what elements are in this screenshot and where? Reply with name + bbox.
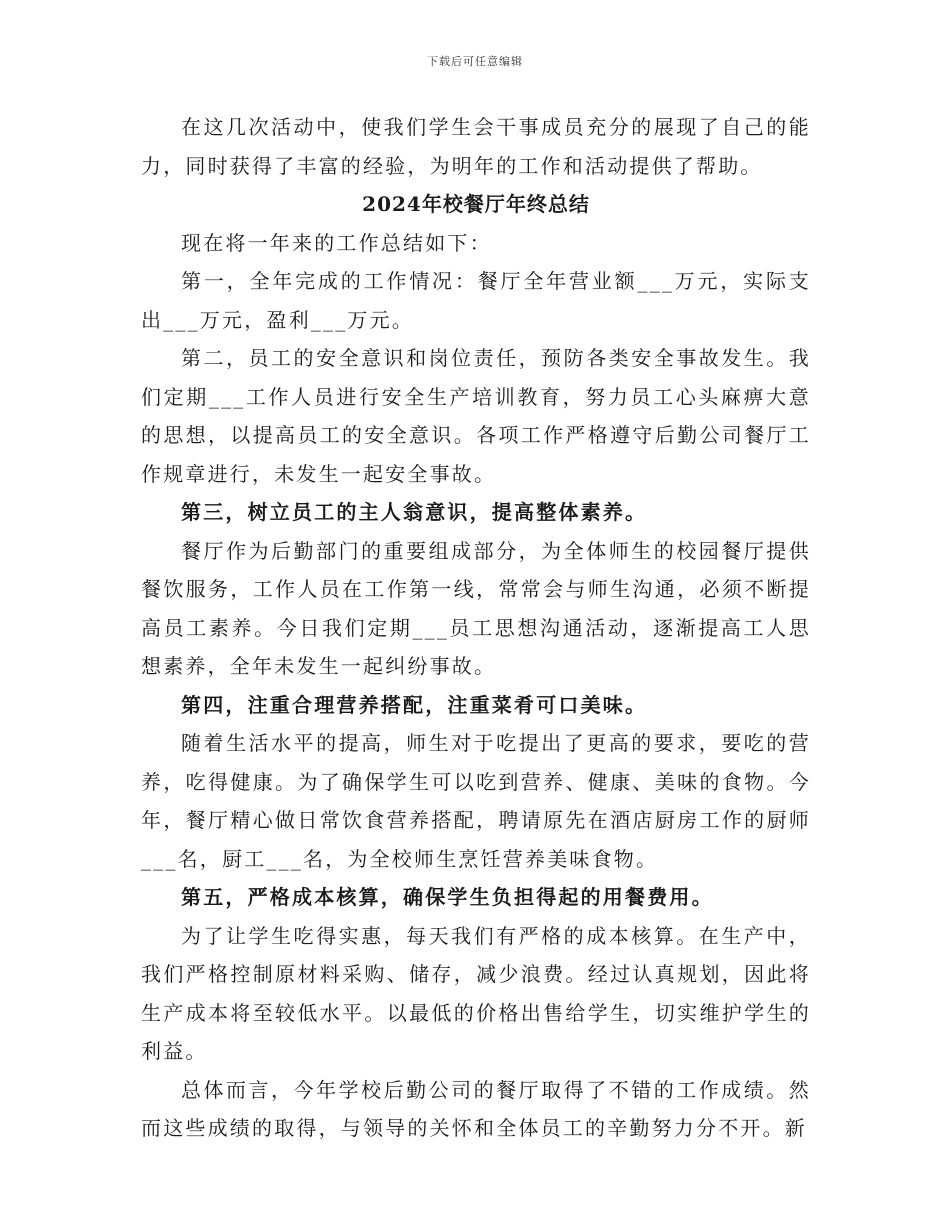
document-title: 2024年校餐厅年终总结 — [362, 192, 590, 216]
heading-fifth-point: 第五，严格成本核算，确保学生负担得起的用餐费用。 — [181, 885, 714, 909]
paragraph-fourth-point: 随着生活水平的提高，师生对于吃提出了更高的要求，要吃的营养，吃得健康。为了确保学生可以吃到营养、健康、美味的食物。今年，餐厅精心做日常饮食营养搭配，聘请原先在酒店厨房工作的厨师___名，厨工___名，为全校师生烹饪营养美味食物。 — [141, 731, 811, 871]
paragraph-third-point: 餐厅作为后勤部门的重要组成部分，为全体师生的校园餐厅提供餐饮服务，工作人员在工作第一线，常常会与师生沟通，必须不断提高员工素养。今日我们定期___员工思想沟通活动，逐渐提高工人思想素养，全年未发生一起纠纷事故。 — [141, 538, 811, 678]
paragraph-first-point: 第一，全年完成的工作情况：餐厅全年营业额___万元，实际支出___万元，盈利___万元。 — [141, 269, 811, 332]
heading-third-point: 第三，树立员工的主人翁意识，提高整体素养。 — [181, 500, 648, 524]
paragraph-summary-intro: 现在将一年来的工作总结如下： — [181, 230, 492, 255]
paragraph-fifth-point: 为了让学生吃得实惠，每天我们有严格的成本核算。在生产中，我们严格控制原材料采购、储存，减少浪费。经过认真规划，因此将生产成本将至较低水平。以最低的价格出售给学生，切实维护学生的利益。 — [141, 923, 811, 1063]
intro-paragraph: 在这几次活动中，使我们学生会干事成员充分的展现了自己的能力，同时获得了丰富的经验，为明年的工作和活动提供了帮助。 — [141, 115, 811, 178]
document-body — [141, 108, 811, 1148]
paragraph-conclusion: 总体而言，今年学校后勤公司的餐厅取得了不错的工作成绩。然而这些成绩的取得，与领导的关怀和全体员工的辛勤努力分不开。新 — [141, 1077, 811, 1140]
paragraph-second-point: 第二，员工的安全意识和岗位责任，预防各类安全事故发生。我们定期___工作人员进行安全生产培训教育，努力员工心头麻痹大意的思想，以提高员工的安全意识。各项工作严格遵守后勤公司餐厅工作规章进行，未发生一起安全事故。 — [141, 346, 811, 486]
header-note: 下载后可任意编辑 — [427, 55, 523, 68]
heading-fourth-point: 第四，注重合理营养搭配，注重菜肴可口美味。 — [181, 692, 648, 717]
